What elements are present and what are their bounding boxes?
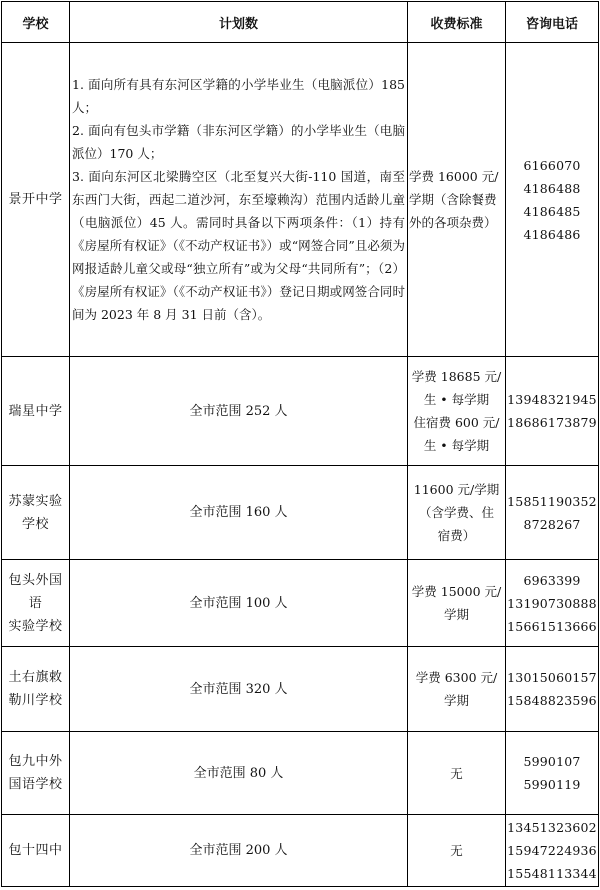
- phone-cell: [506, 466, 599, 560]
- phone-number: 18686173879: [507, 415, 597, 430]
- phone-number: 15848823596: [507, 693, 597, 708]
- fee-standard: [408, 815, 506, 887]
- fee-line: 无: [450, 843, 463, 858]
- header-phone: 咨询电话: [506, 2, 599, 43]
- phone-number: 15947224936: [507, 843, 597, 858]
- school-name: 包十四中: [2, 815, 70, 887]
- phone-number: 15851190352: [507, 493, 597, 509]
- fee-standard: [408, 357, 506, 466]
- plan-item: 2. 面向有包头市学籍（非东河区学籍）的小学毕业生（电脑派位）170 人；: [72, 123, 405, 161]
- header-plan: 计划数: [70, 2, 408, 43]
- fee-line: 学费 15000 元/: [411, 584, 502, 599]
- table-row: [2, 43, 599, 357]
- fee-standard: [408, 647, 506, 732]
- table-header-row: [2, 2, 599, 43]
- plan-count: 全市范围 160 人: [70, 466, 408, 560]
- phone-cell: [506, 732, 599, 815]
- phone-cell: [506, 357, 599, 466]
- plan-detail: [70, 43, 408, 357]
- phone-number: 4186488: [523, 180, 581, 196]
- fee-line: 学费 6300 元/: [415, 670, 498, 685]
- phone-number: 13451323602: [507, 820, 597, 835]
- school-name: [2, 560, 70, 647]
- enrollment-table: [1, 1, 599, 887]
- phone-number: 13190730888: [507, 595, 597, 611]
- plan-count: 全市范围 100 人: [70, 560, 408, 647]
- phone-number: 15661513666: [507, 618, 597, 634]
- phone-number: 8728267: [523, 516, 581, 532]
- phone-number: 6963399: [523, 572, 581, 588]
- header-school: 学校: [2, 2, 70, 43]
- phone-number: 4186485: [523, 203, 581, 219]
- phone-number: 5990119: [523, 777, 581, 792]
- plan-item: 1. 面向所有具有东河区学籍的小学毕业生（电脑派位）185 人；: [72, 77, 405, 115]
- school-name: 景开中学: [2, 43, 70, 357]
- table-row: [2, 732, 599, 815]
- phone-number: 13948321945: [507, 392, 597, 407]
- phone-number: 15548113344: [507, 866, 597, 881]
- plan-count: 全市范围 200 人: [70, 815, 408, 887]
- school-name-line: 语: [28, 595, 43, 611]
- plan-count: 全市范围 252 人: [70, 357, 408, 466]
- fee-standard: [408, 732, 506, 815]
- school-name: 苏蒙实验学校: [2, 466, 70, 560]
- school-name: 土右旗敕勒川学校: [2, 647, 70, 732]
- phone-number: 13015060157: [507, 670, 597, 685]
- plan-count: 全市范围 320 人: [70, 647, 408, 732]
- phone-cell: [506, 560, 599, 647]
- fee-line: 生 • 每学期: [423, 438, 490, 453]
- phone-number: 4186486: [523, 226, 581, 242]
- school-name: 包九中外国语学校: [2, 732, 70, 815]
- phone-number: 5990107: [523, 754, 581, 769]
- table-row: [2, 815, 599, 887]
- phone-cell: [506, 43, 599, 357]
- table-row: [2, 647, 599, 732]
- table-row: [2, 466, 599, 560]
- fee-line: 住宿费 600 元/: [413, 415, 500, 430]
- fee-standard: [408, 560, 506, 647]
- phone-cell: [506, 647, 599, 732]
- table-row: [2, 357, 599, 466]
- fee-line: 学费 18685 元/: [411, 369, 502, 384]
- fee-line: 宿费）: [437, 528, 476, 543]
- fee-standard: 学费 16000 元/学期（含除餐费外的各项杂费）: [408, 43, 506, 357]
- plan-item: 3. 面向东河区北梁腾空区（北至复兴大街-110 国道，南至东西门大街，西起二道沙河，东至壕赖沟）范围内适龄儿童（电脑派位）45 人。需同时具备以下两项条件：（1）持有《房屋所有权证》（《不动产权证书》）或“网签合同”且必须为网报适龄儿童父或母“独立所有”或为父母“共同所有”；（2）《房屋所有权证》（《不动产权证书》）登记日期或网签合同时间为 2023 年 8 月 31 日前（含）。: [72, 169, 405, 322]
- fee-line: 生 • 每学期: [423, 392, 490, 407]
- school-name: 瑞星中学: [2, 357, 70, 466]
- phone-number: 6166070: [523, 157, 581, 173]
- fee-standard: [408, 466, 506, 560]
- phone-cell: [506, 815, 599, 887]
- fee-line: 11600 元/学期: [413, 482, 500, 497]
- fee-line: 无: [450, 765, 463, 781]
- plan-count: 全市范围 80 人: [70, 732, 408, 815]
- school-name-line: 实验学校: [8, 618, 63, 634]
- fee-line: （含学费、住: [418, 505, 494, 520]
- table-row: [2, 560, 599, 647]
- school-name-line: 包头外国: [8, 572, 63, 588]
- fee-line: 学期: [443, 607, 469, 622]
- fee-line: 学期: [443, 693, 469, 708]
- header-fee: 收费标准: [408, 2, 506, 43]
